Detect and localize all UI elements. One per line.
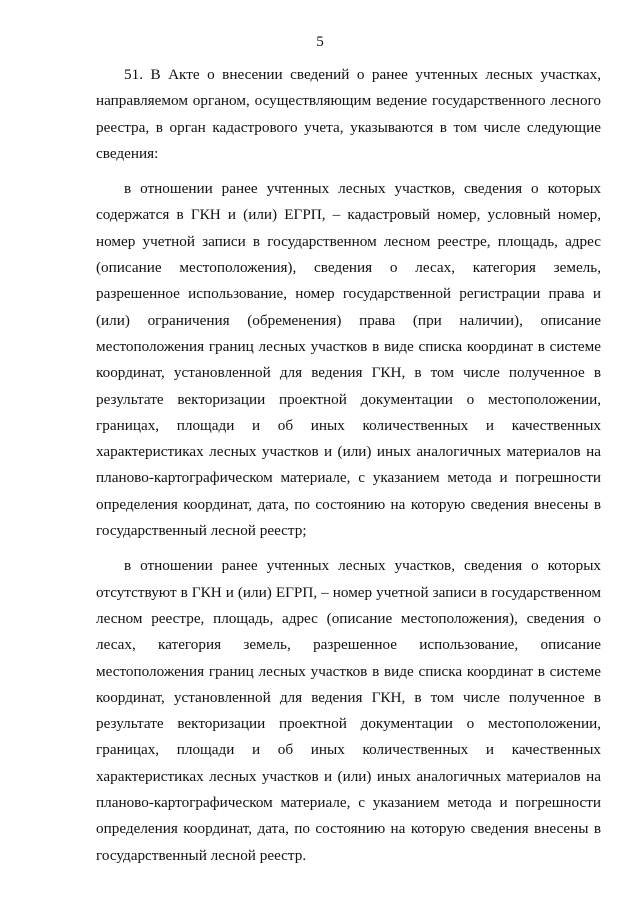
page-number: 5 xyxy=(316,34,324,50)
paragraph-51-intro: 51. В Акте о внесении сведений о ранее учтенных лесных участках, направляемом органом, осуществляющим ведение государственного лесного реестра, в орган кадастрового учета, указываются в том числе следующие сведения: xyxy=(96,66,601,162)
document-body xyxy=(96,62,601,869)
paragraph-recorded-in-gkn: в отношении ранее учтенных лесных участков, сведения о которых содержатся в ГКН и (или) ЕГРП, – кадастровый номер, условный номер, номер учетной записи в государственном лесном реестре, площадь, адрес (описание местоположения), сведения о лесах, категория земель, разрешенное использование, номер государственной регистрации права и (или) ограничения (обременения) права (при наличии), описание местоположения границ лесных участков в виде списка координат в системе координат, установленной для ведения ГКН, в том числе полученное в результате векторизации проектной документации о местоположении, границах, площади и об иных количественных и качественных характеристиках лесных участков и (или) иных аналогичных материалов на планово-картографическом материале, с указанием метода и погрешности определения координат, дата, по состоянию на которую сведения внесены в государственный лесной реестр; xyxy=(96,180,601,540)
paragraph-absent-in-gkn: в отношении ранее учтенных лесных участков, сведения о которых отсутствуют в ГКН и (или) ЕГРП, – номер учетной записи в государственном лесном реестре, площадь, адрес (описание местоположения), сведения о лесах, категория земель, разрешенное использование, описание местоположения границ лесных участков в виде списка координат в системе координат, установленной для ведения ГКН, в том числе полученное в результате векторизации проектной документации о местоположении, границах, площади и об иных количественных и качественных характеристиках лесных участков и (или) иных аналогичных материалов на планово-картографическом материале, с указанием метода и погрешности определения координат, дата, по состоянию на которую сведения внесены в государственный лесной реестр. xyxy=(96,557,601,864)
